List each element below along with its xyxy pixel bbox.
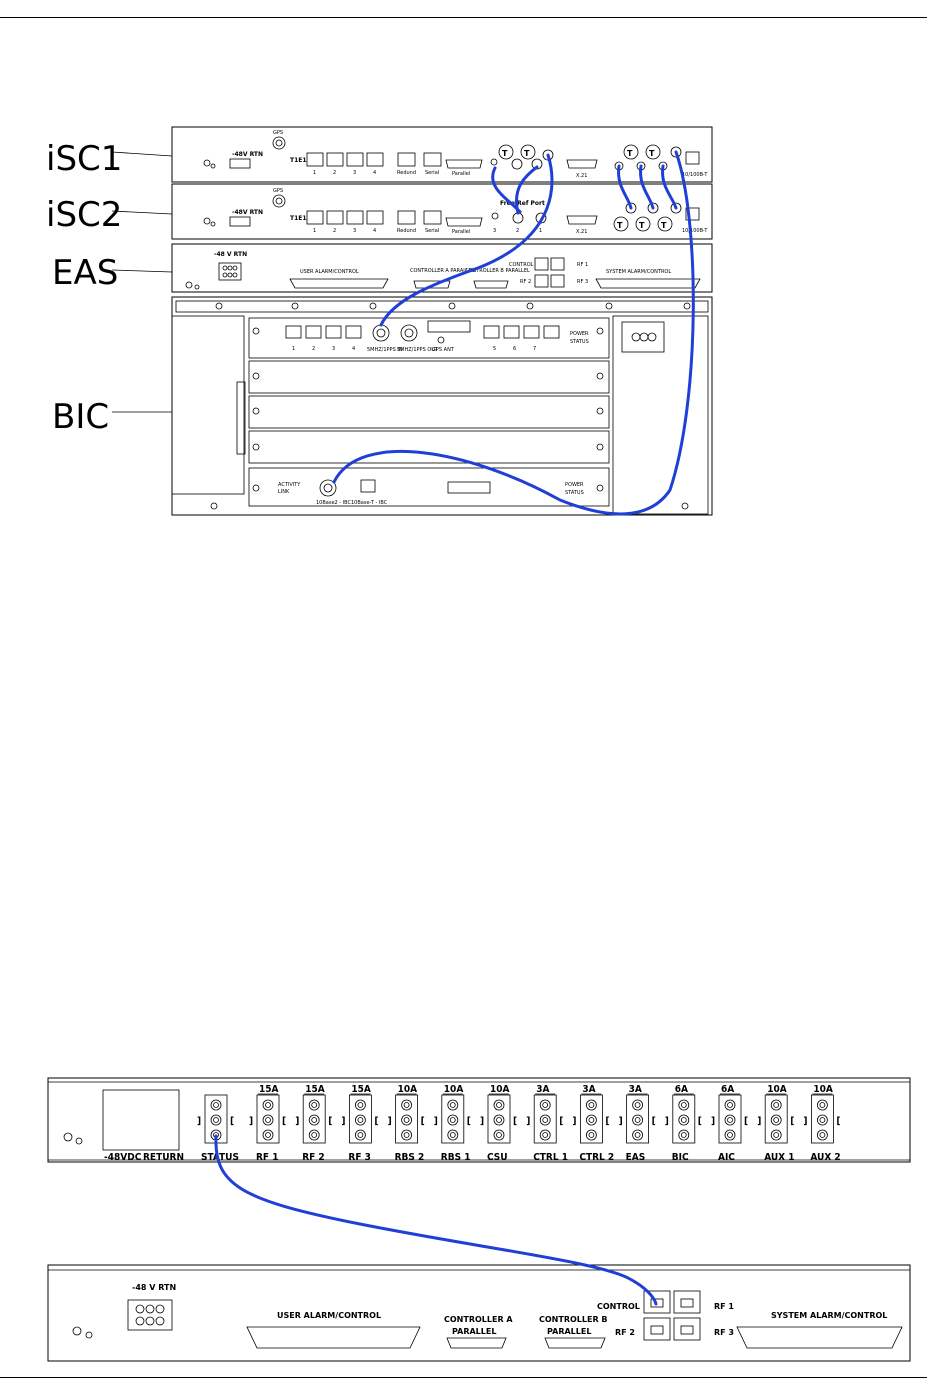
- svg-text:]: ]: [197, 1116, 202, 1127]
- svg-text:T: T: [649, 149, 655, 158]
- breaker-rating: 10A: [397, 1084, 418, 1095]
- isc2-serial-label: Serial: [425, 228, 440, 234]
- isc2-coax-3-label: 3: [493, 228, 497, 234]
- svg-text:[: [: [836, 1116, 841, 1127]
- eas-top-chassis: [172, 244, 712, 292]
- bic-port-6-label: 6: [513, 346, 517, 352]
- breaker-input-return-label: RETURN: [143, 1152, 184, 1163]
- isc1-port-4-label: 4: [373, 170, 377, 176]
- eas-top-rf3-label: RF 3: [577, 279, 589, 285]
- breaker-name: RF 1: [256, 1152, 279, 1163]
- breaker-name: RBS 1: [440, 1152, 471, 1163]
- breaker-rating: 6A: [721, 1084, 735, 1095]
- breaker-name: BIC: [671, 1152, 689, 1163]
- svg-text:[: [: [230, 1116, 235, 1127]
- isc1-parallel-label: Parallel: [452, 171, 471, 177]
- svg-text:[: [: [282, 1116, 287, 1127]
- isc1-x21-label: X.21: [576, 173, 588, 179]
- svg-text:T: T: [524, 149, 530, 158]
- svg-text:T: T: [502, 149, 508, 158]
- breaker-name: AUX 1: [764, 1152, 795, 1163]
- breaker-status-label: STATUS: [201, 1152, 239, 1163]
- breaker-name: RF 3: [348, 1152, 371, 1163]
- bic-bottom-power-label: POWER: [565, 482, 584, 488]
- bic-power-label: POWER: [570, 331, 589, 337]
- bic-sma-out-label: 5MHZ/1PPS OUT: [397, 347, 438, 353]
- isc2-t1e1-label: T1E1: [290, 215, 307, 222]
- isc2-coax-2-label: 2: [516, 228, 520, 234]
- isc1-gps-label: GPS: [273, 130, 284, 136]
- eas-bottom-user-alarm-label: USER ALARM/CONTROL: [277, 1311, 382, 1320]
- breaker-name: CSU: [487, 1152, 508, 1163]
- isc1-port-1-label: 1: [313, 170, 317, 176]
- breaker-name: CTRL 2: [579, 1152, 615, 1163]
- svg-text:]: ]: [341, 1116, 346, 1127]
- breaker-name: EAS: [625, 1152, 646, 1163]
- breaker-name: AUX 2: [810, 1152, 841, 1163]
- eas-top-user-alarm-label: USER ALARM/CONTROL: [300, 269, 359, 275]
- eas-top-rf1-label: RF 1: [577, 262, 589, 268]
- isc2-port-1-label: 1: [313, 228, 317, 234]
- bic-label: BIC: [52, 397, 110, 437]
- isc2-coax-1-label: 1: [539, 228, 543, 234]
- bic-sma-in-label: 5MHZ/1PPS IN: [367, 347, 403, 353]
- eas-bottom-ctrl-b-1: CONTROLLER B: [539, 1315, 608, 1324]
- svg-text:]: ]: [295, 1116, 300, 1127]
- svg-text:]: ]: [249, 1116, 254, 1127]
- isc2-port-3-label: 3: [353, 228, 357, 234]
- eas-top-ctrl-b-label: CONTROLLER B PARALLEL: [465, 268, 530, 274]
- bic-port-7-label: 7: [533, 346, 537, 352]
- eas-bottom-rf2-label: RF 2: [615, 1328, 635, 1337]
- breaker-rating: 10A: [813, 1084, 833, 1095]
- eas-bottom-control-label: CONTROL: [597, 1302, 640, 1311]
- svg-text:T: T: [639, 221, 645, 230]
- bic-bottom-status-label: STATUS: [565, 490, 584, 496]
- svg-text:[: [: [559, 1116, 564, 1127]
- svg-text:[: [: [513, 1116, 518, 1127]
- isc2-redund-label: Redund: [397, 228, 417, 234]
- breaker-rating: 6A: [674, 1084, 689, 1095]
- bic-port-5-label: 5: [493, 346, 497, 352]
- breaker-name: AIC: [718, 1152, 735, 1163]
- breaker-rating: 10A: [767, 1084, 787, 1095]
- breaker-rating: 15A: [259, 1084, 279, 1095]
- svg-text:[: [: [605, 1116, 610, 1127]
- svg-text:]: ]: [711, 1116, 716, 1127]
- bic-base-t-label: 10Base-T - IBC: [351, 500, 388, 506]
- isc2-x21-label: X.21: [576, 229, 588, 235]
- eas-bottom-power-label: -48 V RTN: [132, 1283, 177, 1292]
- isc1-chassis: [172, 127, 712, 182]
- svg-text:]: ]: [618, 1116, 623, 1127]
- bic-port-3-label: 3: [332, 346, 336, 352]
- isc2-chassis: [172, 184, 712, 239]
- breaker-input-minus48-label: -48VDC: [104, 1152, 142, 1163]
- eas-bottom-rf3-label: RF 3: [714, 1328, 734, 1337]
- svg-text:[: [: [790, 1116, 795, 1127]
- eas-label: EAS: [52, 253, 119, 293]
- svg-text:T: T: [617, 221, 623, 230]
- isc1-enet-label: 10/100B-T: [682, 172, 708, 178]
- isc2-gps-label: GPS: [273, 188, 284, 194]
- bic-gps-ant-label: GPS ANT: [432, 347, 454, 353]
- eas-bottom-panel: [48, 1265, 910, 1361]
- eas-bottom-ctrl-a-2: PARALLEL: [452, 1327, 497, 1336]
- eas-leader: [112, 270, 172, 272]
- isc2-power-label: -48V RTN: [232, 209, 264, 216]
- isc1-power-label: -48V RTN: [232, 151, 264, 158]
- svg-text:]: ]: [757, 1116, 762, 1127]
- svg-text:]: ]: [572, 1116, 577, 1127]
- bic-base-coax-label: 10Base2 - IBC: [316, 500, 352, 506]
- breaker-rating: 3A: [536, 1084, 550, 1095]
- svg-text:]: ]: [526, 1116, 531, 1127]
- bic-activity-label: ACTIVITY: [278, 482, 301, 488]
- bic-chassis: [172, 297, 712, 515]
- eas-top-control-label: CONTROL: [509, 262, 534, 268]
- svg-text:[: [: [466, 1116, 471, 1127]
- bic-port-4-label: 4: [352, 346, 356, 352]
- svg-text:[: [: [374, 1116, 379, 1127]
- breaker-rating: 10A: [443, 1084, 464, 1095]
- bic-status-label: STATUS: [570, 339, 589, 345]
- svg-text:[: [: [651, 1116, 656, 1127]
- bic-link-label: LINK: [278, 489, 290, 495]
- isc2-port-2-label: 2: [333, 228, 337, 234]
- breaker-name: RF 2: [302, 1152, 325, 1163]
- bic-port-1-label: 1: [292, 346, 296, 352]
- isc2-label: iSC2: [46, 195, 123, 235]
- svg-text:[: [: [328, 1116, 333, 1127]
- isc2-port-4-label: 4: [373, 228, 377, 234]
- isc1-redund-label: Redund: [397, 170, 417, 176]
- eas-bottom-ctrl-b-2: PARALLEL: [547, 1327, 592, 1336]
- breaker-rating: 10A: [490, 1084, 510, 1095]
- svg-text:T: T: [627, 149, 633, 158]
- bic-port-2-label: 2: [312, 346, 316, 352]
- svg-text:T: T: [661, 221, 667, 230]
- svg-text:[: [: [744, 1116, 749, 1127]
- svg-text:]: ]: [664, 1116, 669, 1127]
- breaker-rating: 3A: [582, 1084, 596, 1095]
- svg-text:[: [: [697, 1116, 702, 1127]
- isc1-serial-label: Serial: [425, 170, 440, 176]
- isc1-label: iSC1: [46, 139, 123, 179]
- svg-text:]: ]: [387, 1116, 392, 1127]
- rack-figure: [46, 127, 712, 515]
- isc2-freq-ref-label: Freq Ref Port: [500, 200, 545, 207]
- isc2-parallel-label: Parallel: [452, 229, 471, 235]
- eas-bottom-rf1-label: RF 1: [714, 1302, 734, 1311]
- isc1-port-3-label: 3: [353, 170, 357, 176]
- svg-text:]: ]: [433, 1116, 438, 1127]
- eas-top-ctrl-a-label: CONTROLLER A PARALLEL: [410, 268, 475, 274]
- breaker-panel: [48, 1078, 910, 1163]
- eas-bottom-system-alarm-label: SYSTEM ALARM/CONTROL: [771, 1311, 888, 1320]
- breaker-rating: 15A: [351, 1084, 371, 1095]
- isc1-t1e1-label: T1E1: [290, 157, 307, 164]
- eas-top-rf2-label: RF 2: [520, 279, 532, 285]
- breaker-name: RBS 2: [394, 1152, 425, 1163]
- breaker-rating: 15A: [305, 1084, 325, 1095]
- eas-top-power-label: -48 V RTN: [214, 251, 248, 258]
- svg-text:]: ]: [803, 1116, 808, 1127]
- isc2-enet-label: 10/100B-T: [682, 228, 708, 234]
- breaker-name: CTRL 1: [533, 1152, 568, 1163]
- breaker-rating: 3A: [628, 1084, 642, 1095]
- svg-text:[: [: [420, 1116, 425, 1127]
- eas-bottom-ctrl-a-1: CONTROLLER A: [444, 1315, 513, 1324]
- eas-top-system-alarm-label: SYSTEM ALARM/CONTROL: [606, 269, 672, 275]
- isc1-port-2-label: 2: [333, 170, 337, 176]
- svg-text:]: ]: [480, 1116, 485, 1127]
